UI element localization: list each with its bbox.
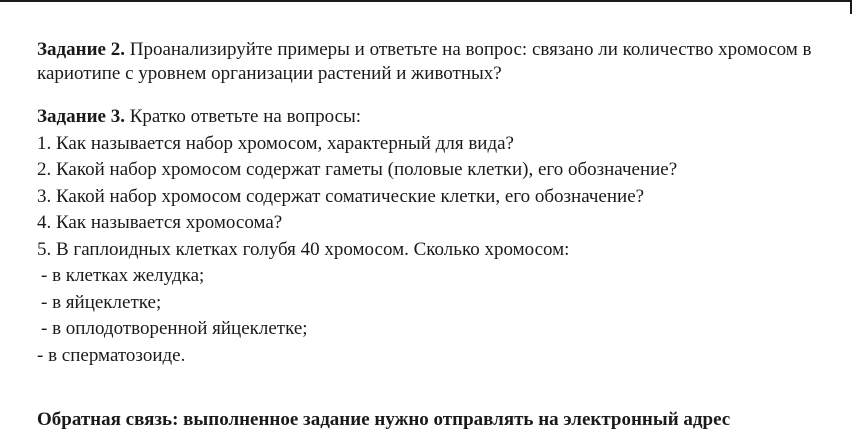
task-2: [37, 38, 852, 86]
top-border-line: [0, 0, 850, 2]
task-2-line-2: кариотипе с уровнем организации растений и животных?: [37, 63, 502, 84]
subitem-egg-cell: - в яйцеклетке;: [41, 291, 162, 313]
question-3: 3. Какой набор хромосом содержат соматические клетки, его обозначение?: [37, 185, 645, 207]
question-5: 5. В гаплоидных клетках голубя 40 хромосом. Сколько хромосом:: [37, 238, 570, 260]
subitem-fertilized-egg: - в оплодотворенной яйцеклетке;: [41, 318, 308, 339]
task-3-heading: [37, 104, 852, 131]
right-border-line: [850, 0, 852, 14]
task-2-line-1: [37, 38, 852, 62]
question-4: 4. Как называется хромосома?: [37, 212, 283, 233]
task-2-label: Задание 2.: [37, 39, 125, 60]
cutoff-feedback-line: Обратная связь: выполненное задание нужно отправлять на электронный адрес: [37, 409, 731, 430]
document-body: [37, 38, 852, 369]
task-3: [37, 104, 852, 369]
task-3-intro: Кратко ответьте на вопросы:: [124, 106, 362, 127]
task-3-label: Задание 3.: [37, 106, 125, 127]
task-2-text-1: Проанализируйте примеры и ответьте на вопрос: связано ли количество хромосом в: [124, 39, 812, 60]
question-1: 1. Как называется набор хромосом, характерный для вида?: [37, 132, 514, 154]
subitem-sperm: - в сперматозоиде.: [37, 344, 186, 366]
subitem-stomach-cells: - в клетках желудка;: [41, 265, 205, 286]
question-2: 2. Какой набор хромосом содержат гаметы (половые клетки), его обозначение?: [37, 159, 678, 180]
